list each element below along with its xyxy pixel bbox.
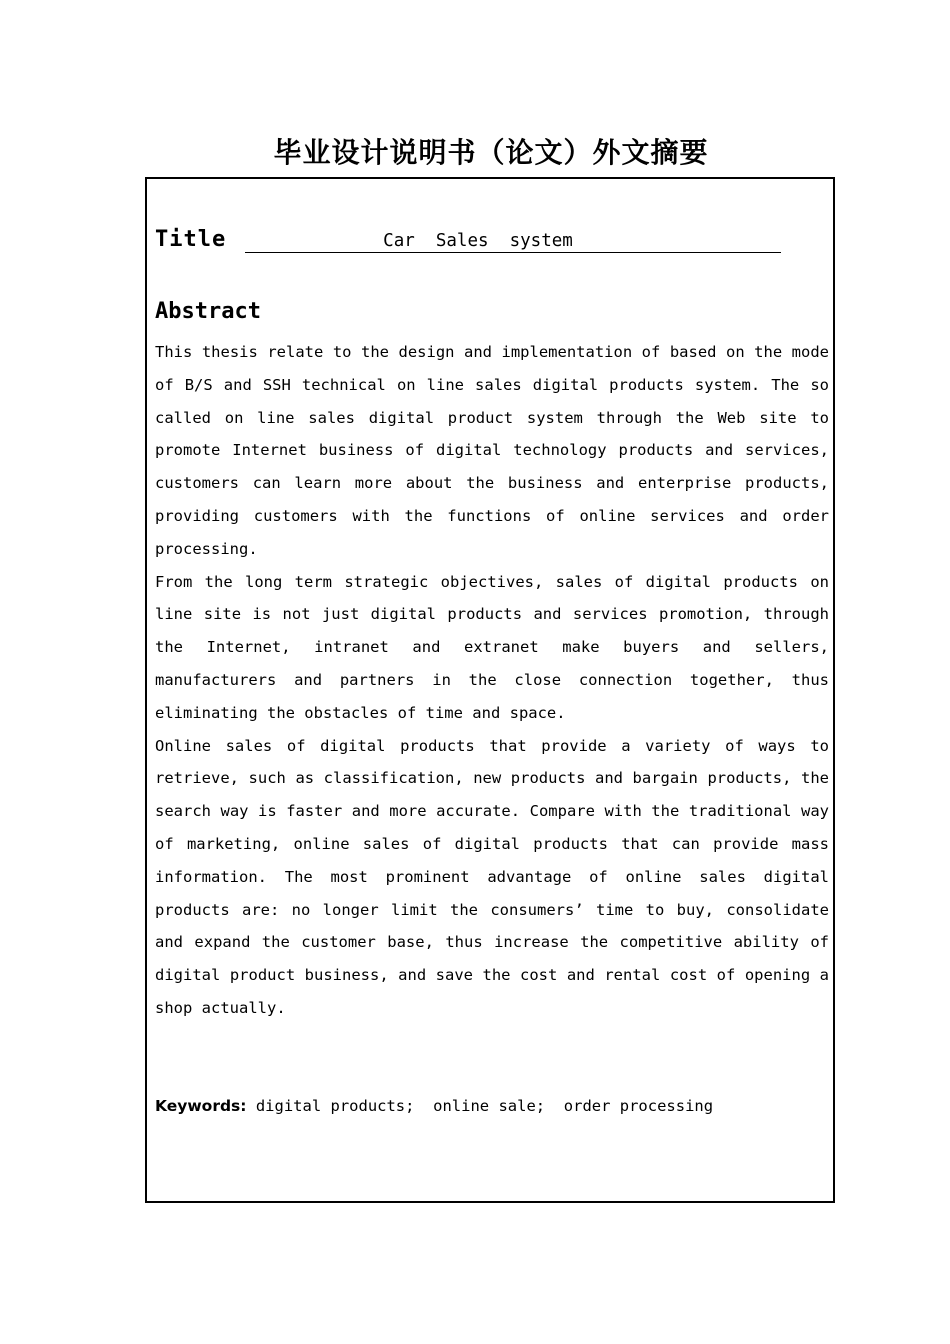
title-value: Car Sales system: [245, 229, 781, 253]
page-title: 毕业设计说明书（论文）外文摘要: [273, 136, 709, 169]
abstract-paragraph: From the long term strategic objectives, sales of digital products on line site is not just digital products and services promotion, through the Internet, intranet and extranet make buyers and sellers, manufacturers and partners in the close connection together, thus eliminating the obstacles of time and space.: [155, 572, 829, 722]
abstract-form-frame: [145, 177, 835, 1203]
keywords-value: digital products; online sale; order processing: [246, 1097, 714, 1115]
abstract-heading: Abstract: [155, 299, 261, 324]
abstract-paragraph: Online sales of digital products that provide a variety of ways to retrieve, such as classification, new products and bargain products, the search way is faster and more accurate. Compare with the traditional way of marketing, online sales of digital products that can provide mass information. The most prominent advantage of online sales digital products are: no longer limit the consumers’ time to buy, consolidate and expand the customer base, thus increase the competitive ability of digital product business, and save the cost and rental cost of opening a shop actually.: [155, 736, 829, 1017]
title-label: Title: [155, 227, 227, 252]
abstract-paragraph: This thesis relate to the design and implementation of based on the mode of B/S and SSH technical on line sales digital products system. The so called on line sales digital product system through the Web site to promote Internet business of digital technology products and services, customers can learn more about the business and enterprise products, providing customers with the functions of online services and order processing.: [155, 343, 829, 558]
keywords-row: [155, 1092, 829, 1121]
title-row: [155, 225, 831, 259]
abstract-body: [155, 336, 829, 1025]
keywords-label: Keywords:: [155, 1097, 247, 1115]
